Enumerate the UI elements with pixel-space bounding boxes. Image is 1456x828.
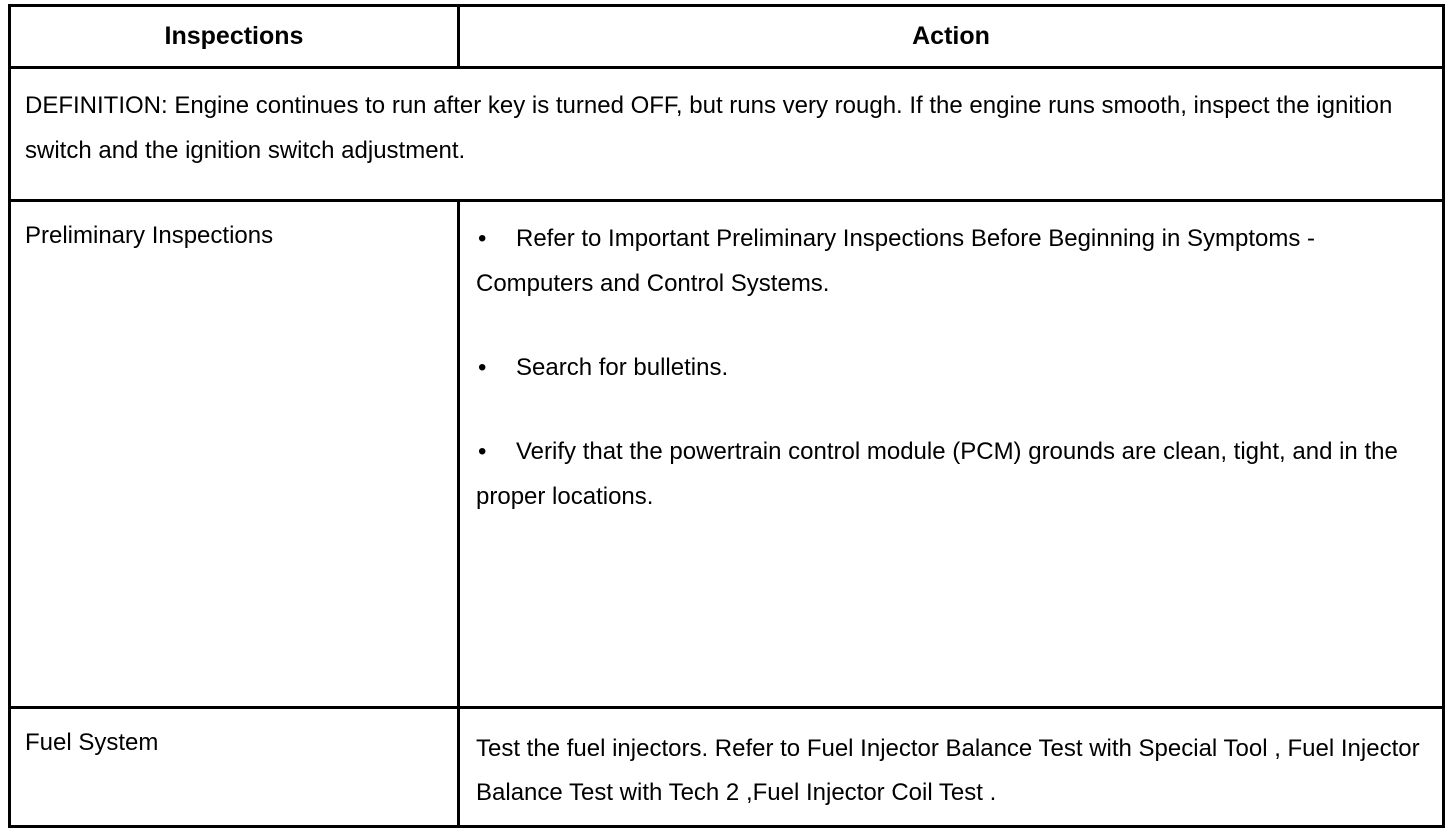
bullet-text: Verify that the powertrain control module (PCM) grounds are clean, tight, and in the proper locations. bbox=[476, 438, 1398, 510]
action-cell bbox=[459, 708, 1444, 827]
definition-text: DEFINITION: Engine continues to run after key is turned OFF, but runs very rough. If the engine runs smooth, inspect the ignition switch and the ignition switch adjustment. bbox=[10, 68, 1444, 201]
inspection-label: Fuel System bbox=[25, 729, 159, 756]
bullet-text: Refer to Important Preliminary Inspections Before Beginning in Symptoms - Computers and Control Systems. bbox=[476, 225, 1316, 297]
list-item bbox=[476, 216, 1430, 306]
inspection-cell bbox=[10, 708, 459, 827]
diagnostic-table bbox=[8, 4, 1445, 828]
action-cell bbox=[459, 201, 1444, 708]
table-header-row bbox=[10, 6, 1444, 68]
bullet-list bbox=[460, 202, 1442, 519]
bullet-icon: • bbox=[478, 438, 487, 465]
inspection-label: Preliminary Inspections bbox=[25, 222, 274, 249]
table-row bbox=[10, 708, 1444, 827]
list-item bbox=[476, 429, 1430, 519]
bullet-icon: • bbox=[478, 354, 487, 381]
bullet-text: Search for bulletins. bbox=[516, 354, 729, 381]
inspections-column-header: Inspections bbox=[10, 6, 459, 68]
table-row bbox=[10, 201, 1444, 708]
action-text: Test the fuel injectors. Refer to Fuel Injector Balance Test with Special Tool , Fuel Injector Balance Test with Tech 2 ,Fuel Injector Coil Test . bbox=[476, 735, 1420, 806]
definition-row bbox=[10, 68, 1444, 201]
list-item bbox=[476, 345, 1430, 390]
inspection-cell bbox=[10, 201, 459, 708]
action-column-header: Action bbox=[459, 6, 1444, 68]
bullet-icon: • bbox=[478, 225, 487, 252]
